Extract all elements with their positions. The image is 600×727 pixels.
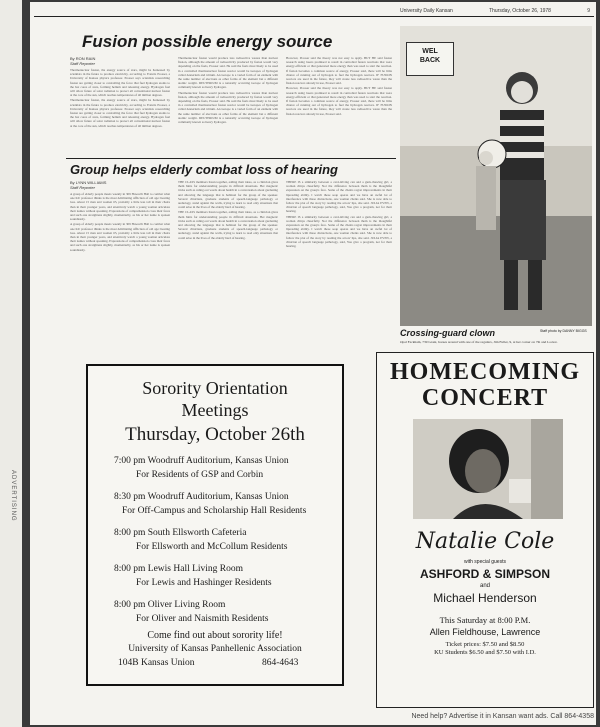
running-head <box>400 8 590 14</box>
adjacent-page-text: ADVERTISING <box>10 470 16 522</box>
sorority-orientation-ad <box>86 364 344 686</box>
crossing-guard-photo <box>400 26 592 326</box>
concert-venue: Allen Fieldhouse, Lawrence <box>429 627 541 637</box>
elderly-byline: By LYNN WILLIAMS <box>70 180 107 185</box>
elderly-byline-role: Staff Reporter <box>70 185 95 190</box>
meeting-for-1: For Residents of GSP and Corbin <box>136 470 264 480</box>
sorority-cta: Come find out about sorority life! <box>147 630 283 641</box>
performer-portrait <box>413 419 563 519</box>
elderly-column-3: THERE IS a similarity between a card-driving can and a gum-chewing girl, a woman chirps cheerfully. Not the difference between them is the thoughtful expression on the group's face. Some of the clients regret improvements in their lipreading ability. I watch these soap operas and we have an awful lot of interference with these distractions, one woman clients said. She is now able to follow the plot of the story by reading the actors' lips, she said. JULIA EVEN, a clinician of speech language pathology, said, You give a program, not for their hearing. THERE IS a similarity between a card-driving can and a gum-chewing girl, a woman chirps cheerfully. Not the difference between them is the thoughtful expression on the group's face. Some of the clients regret improvements in their lipreading ability. I watch these soap operas and we have an awful lot of interference with these distractions, one woman clients said. She is now able to follow the plot of the story by reading the actors' lips, she said. JULIA EVEN, a clinician of speech language pathology, said, You give a program, not for their hearing. <box>286 180 392 249</box>
special-guests-label: with special guests <box>464 559 506 565</box>
ticket-prices: Ticket prices: $7.50 and $8.50 <box>445 641 525 648</box>
guest-and: and <box>479 583 490 589</box>
fusion-byline-role: Staff Reporter <box>70 61 95 66</box>
meeting-time-1: 7:00 pm Woodruff Auditorium, Kansas Union <box>114 456 289 466</box>
guest-michael-henderson: Michael Henderson <box>433 591 537 605</box>
meeting-for-5: For Oliver and Naismith Residents <box>136 614 269 624</box>
want-ad-footer: Need help? Advertise it in Kansan want ads. Call 864-4358 <box>411 713 594 720</box>
meeting-for-3: For Ellsworth and McCollum Residents <box>136 542 288 552</box>
elderly-column-1: A group of elderly people meets weekly in 309 Haworth Hall to combat what one KU professor thinks is the most debilitating affliction of old age: hearing loss. About 15 men and women 65, probably a little less tall in their chairs than in their younger years, and attentively watch a young woman articulate their names without speaking. Expressions of comprehension cross their faces and such one straightens slightly, momentarily, as his or her name is spoken soundlessly. A group of elderly people meets weekly in 309 Haworth Hall to combat what one KU professor thinks is the most debilitating affliction of old age: hearing loss. About 15 men and women 65, probably a little less tall in their chairs than in their younger years, and attentively watch a young woman articulate their names without speaking. Expressions of comprehension cross their faces and such one straightens slightly, momentarily, as his or her name is spoken soundlessly. <box>70 192 170 252</box>
top-rule <box>34 16 594 17</box>
fusion-column-3: However, Prosser said the theory was not easy to apply. BUT HE said fusion research using lasers promised to result in controlled fusion reactions that were energy-efficient or that generated more energy than was used to start the reaction. If fusion becomes a common source of energy, Prosser said, there will be little chance of running out of hydrogen to fuel the hydrogen reactors. IF FUSION reactors are used in the future, they will create less radioactive waste than the fission reactors already in use, Prosser said. However, Prosser said the theory was not easy to apply. BUT HE said fusion research using lasers promised to result in controlled fusion reactions that were energy-efficient or that generated more energy than was used to start the reaction. If fusion becomes a common source of energy, Prosser said, there will be little chance of running out of hydrogen to fuel the hydrogen reactors. IF FUSION reactors are used in the future, they will create less radioactive waste than the fission reactors already in use, Prosser said. <box>286 56 392 116</box>
adjacent-page-edge <box>0 0 22 727</box>
newspaper-page <box>30 2 596 725</box>
page-number: 9 <box>587 8 590 14</box>
concert-datetime: This Saturday at 8:00 P.M. <box>439 615 531 625</box>
sorority-title-line2: Meetings <box>181 400 249 420</box>
panhellenic-phone: 864-4643 <box>262 658 299 668</box>
article-divider <box>66 158 396 159</box>
paper-name: University Daily Kansan <box>400 8 453 14</box>
elderly-column-2: THE CLASS members listen together, adding their ideas, as a clinician gives them hints for understanding people in difficult situations. Her magnetic tricks such as ruling out words about health in a conversation about gardening and allowing the language that is habitual for the group of the speaker. Several clinicians, graduate students of speech-language pathology or audiology, stand against the walls, trying to learn to read only situations that could arise in the lives of the elderly hard of hearing. THE CLASS members listen together, adding their ideas, as a clinician gives them hints for understanding people in difficult situations. Her magnetic tricks such as ruling out words about health in a conversation about gardening and allowing the language that is habitual for the group of the speaker. Several clinicians, graduate students of speech-language pathology or audiology, stand against the walls, trying to learn to read only situations that could arise in the lives of the elderly hard of hearing. <box>178 180 278 240</box>
meeting-time-3: 8:00 pm South Ellsworth Cafeteria <box>114 528 247 538</box>
meeting-for-2: For Off-Campus and Scholarship Hall Residents <box>122 506 307 516</box>
photo-caption-title: Crossing-guard clown <box>400 328 496 338</box>
concert-title-line1: HOMECOMING <box>390 359 580 385</box>
fusion-column-1: Thermonuclear fusion, the energy source of stars, might be harnessed by scientists in the future to produce electricity, according to Francis Prosser, a University of Kansas physics professor. Prosser says scientists researching fusion are getting closer to controlling the force that fuel hydrogen atoms to the hot cores of stars, forming helium and releasing energy. Hydrogen fuel will allow future of solar radiation to protect all conventional nuclear fusion at the core of the sun, which reaches temperatures of 40 million degrees. Thermonuclear fusion, the energy source of stars, might be harnessed by scientists in the future to produce electricity, according to Francis Prosser, a University of Kansas physics professor. Prosser says scientists researching fusion are getting closer to controlling the force that fuel hydrogen atoms to the hot cores of stars, forming helium and releasing energy. Hydrogen fuel will allow future of solar radiation to protect all conventional nuclear fusion at the core of the sun, which reaches temperatures of 40 million degrees. <box>70 68 170 128</box>
sorority-date: Thursday, October 26th <box>125 424 305 445</box>
meeting-time-2: 8:30 pm Woodruff Auditorium, Kansas Union <box>114 492 289 502</box>
clown-figure <box>470 66 560 316</box>
student-ticket-prices: KU Students $6.50 and $7.50 with I.D. <box>434 649 536 656</box>
meeting-for-4: For Lewis and Hashinger Residents <box>136 578 272 588</box>
welcome-back-sign: WEL BACK <box>406 42 454 76</box>
fusion-headline: Fusion possible energy source <box>82 32 333 51</box>
guest-ashford-simpson: ASHFORD & SIMPSON <box>419 567 550 581</box>
fusion-column-2: Thermonuclear fusion would produce less radioactive wastes than nuclear fission, although the amount of radioactivity produced by fusion would vary depending on the fuels, Prosser said. He said the fuels most likely to be used in a controlled thermonuclear fusion reactor would be isotopes of hydrogen called deuterium and tritium. An isotope is a varied form of an element with the same number of electrons as other forms of the element but a different atomic weight. DEUTERIUM is a naturally occurring isotope of hydrogen commonly known as heavy hydrogen. Thermonuclear fusion would produce less radioactive wastes than nuclear fission, although the amount of radioactivity produced by fusion would vary depending on the fuels, Prosser said. He said the fuels most likely to be used in a controlled thermonuclear fusion reactor would be isotopes of hydrogen called deuterium and tritium. An isotope is a varied form of an element with the same number of electrons as other forms of the element but a different atomic weight. DEUTERIUM is a naturally occurring isotope of hydrogen commonly known as heavy hydrogen. <box>178 56 278 125</box>
performer-portrait-image <box>413 419 563 519</box>
photo-credit: Staff photo by DANNY BIGGS <box>540 329 587 333</box>
meeting-time-4: 8:00 pm Lewis Hall Living Room <box>114 564 244 574</box>
homecoming-concert-ad <box>376 352 594 708</box>
elderly-headline: Group helps elderly combat loss of hearing <box>70 162 338 177</box>
issue-date: Thursday, October 26, 1978 <box>489 8 551 14</box>
panhellenic-association: University of Kansas Panhellenic Association <box>128 644 302 654</box>
headliner-signature: Natalie Cole <box>415 529 555 554</box>
fusion-byline: By RON RAIN <box>70 56 96 61</box>
sorority-title-line1: Sorority Orientation <box>142 378 288 398</box>
photo-caption: Opal Fackham, 739 Grant, horses around with one of the regulars, Jim Fuller, 9, at her corner on 7th and Locust. <box>400 340 558 344</box>
panhellenic-room: 104B Kansas Union <box>118 658 195 668</box>
concert-title-line2: CONCERT <box>421 385 549 411</box>
meeting-time-5: 8:00 pm Oliver Living Room <box>114 600 226 610</box>
